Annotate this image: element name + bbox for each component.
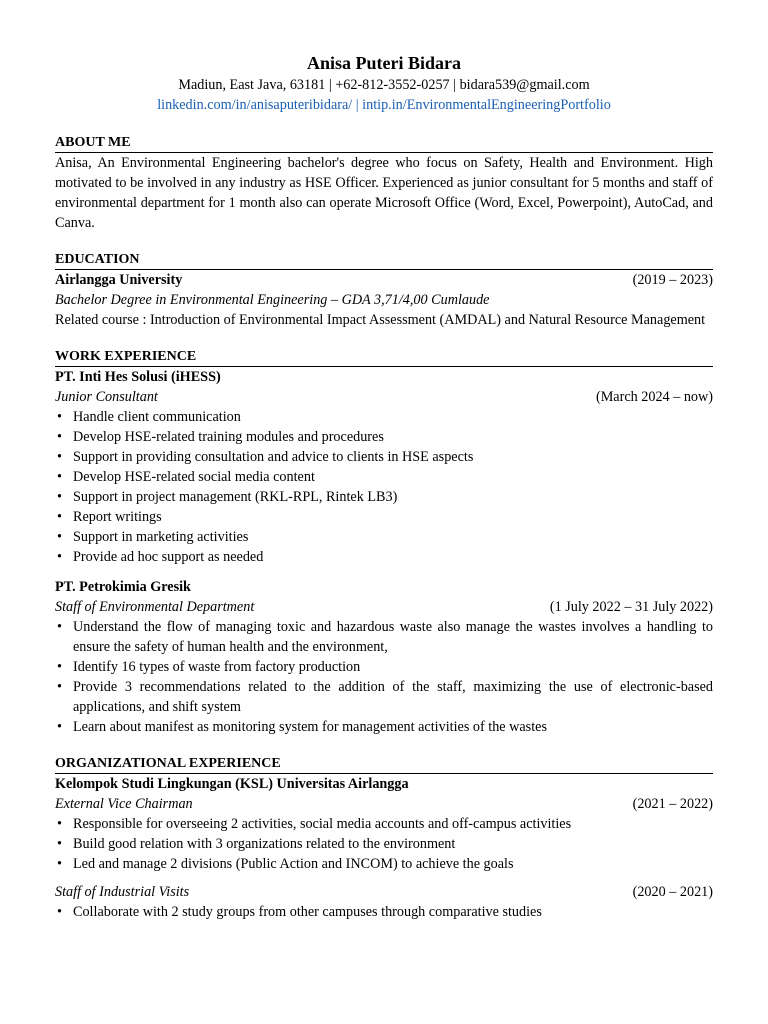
resume-page — [55, 0, 713, 922]
bullet-item: • Build good relation with 3 organizations related to the environment — [55, 834, 713, 854]
candidate-name: Anisa Puteri Bidara — [306, 53, 461, 73]
education-header — [55, 270, 713, 290]
job-entry — [55, 367, 713, 567]
org-bullets — [55, 902, 713, 922]
linkedin-link[interactable]: linkedin.com/in/anisaputeribidara/ — [157, 97, 353, 113]
bullet-item: • Provide ad hoc support as needed — [55, 547, 713, 567]
role-row — [55, 882, 713, 902]
link-separator: | — [355, 97, 359, 113]
work-section-title: WORK EXPERIENCE — [55, 348, 713, 367]
portfolio-link[interactable]: intip.in/EnvironmentalEngineeringPortfolio — [362, 97, 611, 113]
spacer — [55, 874, 713, 882]
contact-line: Madiun, East Java, 63181 | +62-812-3552-0257 | bidara539@gmail.com — [178, 77, 590, 93]
bullet-item: • Support in marketing activities — [55, 527, 713, 547]
org-section-title: ORGANIZATIONAL EXPERIENCE — [55, 755, 713, 774]
bullet-item: • Develop HSE-related training modules and procedures — [55, 427, 713, 447]
bullet-item: • Provide 3 recommendations related to the addition of the staff, maximizing the use of electronic-based applications, and shift system — [55, 677, 713, 717]
spacer — [55, 567, 713, 577]
about-text: Anisa, An Environmental Engineering bachelor's degree who focus on Safety, Health and Environment. High motivated to be involved in any industry as HSE Officer. Experienced as junior consultant for 5 months and staff of environmental department for 1 month also can operate Microsoft Office (Word, Excel, Powerpoint), AutoCad, and Canva. — [55, 155, 713, 231]
bullet-item: • Learn about manifest as monitoring system for management activities of the wastes — [55, 717, 713, 737]
education-years: (2019 – 2023) — [632, 272, 713, 288]
job-bullets — [55, 407, 713, 567]
bullet-item: • Responsible for overseeing 2 activities, social media accounts and off-campus activities — [55, 814, 713, 834]
org-role: External Vice Chairman — [55, 796, 193, 812]
company-name: PT. Petrokimia Gresik — [55, 579, 191, 595]
education-section-title: EDUCATION — [55, 251, 713, 270]
degree-line: Bachelor Degree in Environmental Engineering – GDA 3,71/4,00 Cumlaude — [55, 292, 490, 308]
job-period: (1 July 2022 – 31 July 2022) — [549, 599, 713, 615]
about-section-title: ABOUT ME — [55, 134, 713, 153]
bullet-item: • Handle client communication — [55, 407, 713, 427]
job-period: (March 2024 – now) — [595, 389, 713, 405]
links-line — [55, 95, 713, 115]
org-bullets — [55, 814, 713, 874]
bullet-item: • Develop HSE-related social media content — [55, 467, 713, 487]
job-role: Junior Consultant — [55, 389, 158, 405]
job-role: Staff of Environmental Department — [55, 599, 255, 615]
org-period: (2021 – 2022) — [632, 796, 713, 812]
org-period: (2020 – 2021) — [632, 884, 713, 900]
job-entry — [55, 577, 713, 737]
role-row — [55, 597, 713, 617]
role-row — [55, 387, 713, 407]
role-row — [55, 794, 713, 814]
school-name: Airlangga University — [55, 272, 183, 288]
organization-name: Kelompok Studi Lingkungan (KSL) Universitas Airlangga — [55, 776, 409, 792]
org-role: Staff of Industrial Visits — [55, 884, 190, 900]
bullet-item: • Support in providing consultation and advice to clients in HSE aspects — [55, 447, 713, 467]
bullet-item: • Understand the flow of managing toxic and hazardous waste also manage the wastes involves a handling to ensure the safety of human health and the environment, — [55, 617, 713, 657]
bullet-item: • Report writings — [55, 507, 713, 527]
company-name: PT. Inti Hes Solusi (iHESS) — [55, 369, 221, 385]
job-bullets — [55, 617, 713, 737]
bullet-item: • Support in project management (RKL-RPL, Rintek LB3) — [55, 487, 713, 507]
bullet-item: • Led and manage 2 divisions (Public Action and INCOM) to achieve the goals — [55, 854, 713, 874]
org-role-entry — [55, 794, 713, 874]
bullet-item: • Collaborate with 2 study groups from other campuses through comparative studies — [55, 902, 713, 922]
bullet-item: • Identify 16 types of waste from factory production — [55, 657, 713, 677]
org-role-entry — [55, 882, 713, 922]
related-course: Related course : Introduction of Environmental Impact Assessment (AMDAL) and Natural Resource Management — [55, 312, 706, 328]
